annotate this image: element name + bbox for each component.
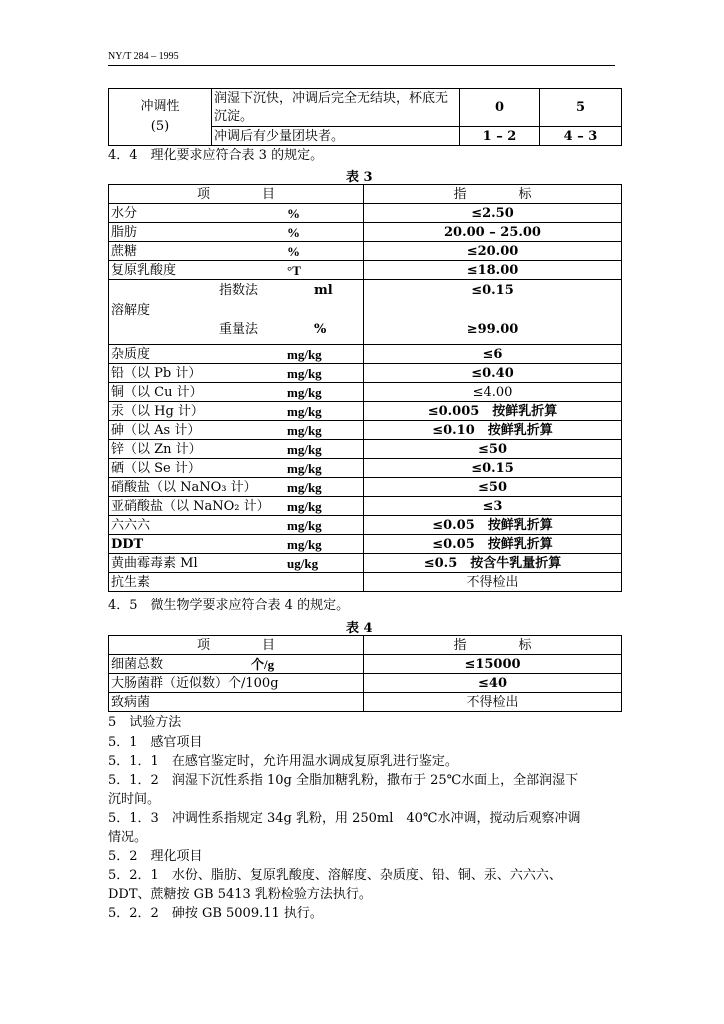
t3-item: DDT (111, 536, 144, 552)
t4-item: 大肠菌群（近似数）个/100g (109, 674, 364, 693)
table4 (108, 635, 622, 712)
t3-item: 铅（以 Pb 计） (111, 365, 202, 381)
t3-solubility-value2: ≥99.00 (466, 322, 519, 337)
t3-unit: mg/kg (287, 498, 322, 514)
section-5-1-2a: 5．1．2 润湿下沉性系指 10g 全脂加糖乳粉，撒布于 25℃水面上，全部润湿下 (108, 773, 579, 788)
t3-unit: mg/kg (287, 384, 322, 400)
t3-item: 杂质度 (111, 346, 151, 362)
t3-unit: mg/kg (287, 460, 322, 476)
t3-unit: mg/kg (287, 441, 322, 457)
t3-unit: mg/kg (287, 517, 322, 533)
t4-value: ≤15000 (364, 655, 622, 674)
t3-unit: mg/kg (287, 346, 322, 362)
section-5-2-1a: 5．2．1 水份、脂肪、复原乳酸度、溶解度、杂质度、铅、铜、汞、六六六、 (108, 868, 562, 883)
t3-item: 脂肪 (111, 224, 138, 240)
section-5-1-2b: 沉时间。 (108, 792, 161, 807)
table3 (108, 184, 622, 592)
t4-item: 致病菌 (109, 693, 364, 712)
t3-solubility-cell (109, 280, 364, 345)
t4-unit: 个/g (251, 656, 275, 672)
t3-unit: mg/kg (287, 403, 322, 419)
t3-solubility-method1: 指数法 (219, 283, 259, 298)
table3-header-item: 项 目 (109, 185, 364, 204)
section-4-5: 4．5 微生物学要求应符合表 4 的规定。 (108, 598, 350, 613)
top-item-label: 冲调性 (140, 99, 180, 114)
t3-item: 锌（以 Zn 计） (111, 441, 202, 457)
t3-unit: °T (287, 262, 301, 278)
t3-item: 黄曲霉毒素 Ml (111, 555, 198, 571)
top-item-score: (5) (150, 119, 170, 134)
top-item-cell (109, 89, 212, 146)
t3-unit: % (287, 224, 300, 240)
section-5-1-1: 5．1．1 在感官鉴定时，允许用温水调成复原乳进行鉴定。 (108, 754, 458, 769)
section-4-4: 4．4 理化要求应符合表 3 的规定。 (108, 148, 324, 163)
t3-unit: mg/kg (287, 479, 322, 495)
t3-item: 六六六 (111, 517, 151, 533)
t3-value: ≤0.05 按鲜乳折算 (364, 516, 622, 535)
t3-value: ≤20.00 (364, 242, 622, 261)
t3-value: ≤50 (364, 478, 622, 497)
t3-solubility-values (364, 280, 622, 345)
t3-solubility-method2: 重量法 (219, 322, 259, 337)
section-5-2-2: 5．2．2 砷按 GB 5009.11 执行。 (108, 906, 323, 921)
t3-value: ≤18.00 (364, 261, 622, 280)
t3-item: 蔗糖 (111, 243, 138, 259)
t3-value: ≤0.005 按鲜乳折算 (364, 402, 622, 421)
t3-solubility-label: 溶解度 (111, 303, 151, 318)
t3-item: 铜（以 Cu 计） (111, 384, 203, 400)
t3-item: 抗生素 (111, 574, 151, 590)
t3-value: ≤50 (364, 440, 622, 459)
header-rule (108, 65, 615, 66)
t3-value: ≤0.10 按鲜乳折算 (364, 421, 622, 440)
t3-item: 硝酸盐（以 NaNO₃ 计） (111, 479, 257, 495)
section-5-1-3b: 情况。 (108, 830, 148, 845)
top-col2-1: 5 (540, 89, 622, 127)
section-5: 5 试验方法 (108, 715, 182, 730)
t3-item: 汞（以 Hg 计） (111, 403, 204, 419)
t4-item: 细菌总数 (111, 656, 164, 672)
t3-item: 复原乳酸度 (111, 262, 177, 278)
t3-value: ≤0.5 按含牛乳量折算 (364, 554, 622, 573)
t3-item: 亚硝酸盐（以 NaNO₂ 计） (111, 498, 270, 514)
t3-unit: mg/kg (287, 422, 322, 438)
t3-value: 20.00 – 25.00 (364, 223, 622, 242)
t3-value: ≤0.40 (364, 364, 622, 383)
t3-unit: % (287, 205, 300, 221)
top-table (108, 88, 622, 146)
t3-value: ≤6 (364, 345, 622, 364)
t3-solubility-value1: ≤0.15 (471, 283, 514, 298)
document-code: NY/T 284 – 1995 (108, 51, 179, 62)
table3-caption: 表 3 (346, 170, 373, 185)
t4-value: 不得检出 (364, 693, 622, 712)
t3-solubility-unit2: % (314, 322, 327, 337)
section-5-2-1b: DDT、蔗糖按 GB 5413 乳粉检验方法执行。 (108, 887, 372, 902)
t3-value: ≤0.05 按鲜乳折算 (364, 535, 622, 554)
top-col1-2: 1 – 2 (460, 127, 540, 146)
t3-unit: mg/kg (287, 536, 322, 552)
top-desc-2: 冲调后有少量团块者。 (212, 127, 460, 146)
t3-value: ≤3 (364, 497, 622, 516)
t3-value: 不得检出 (364, 573, 622, 592)
t3-value: ≤2.50 (364, 204, 622, 223)
top-col2-2: 4 – 3 (540, 127, 622, 146)
table4-header-item: 项 目 (109, 636, 364, 655)
section-5-1-3a: 5．1．3 冲调性系指规定 34g 乳粉，用 250ml 40℃水冲调，搅动后观察冲调 (108, 811, 581, 826)
t3-item: 硒（以 Se 计） (111, 460, 201, 476)
table4-header-index: 指 标 (364, 636, 622, 655)
top-col1-1: 0 (460, 89, 540, 127)
t3-unit: % (287, 243, 300, 259)
t3-item: 水分 (111, 205, 138, 221)
table4-caption: 表 4 (346, 621, 373, 636)
t3-unit: ug/kg (287, 555, 319, 571)
t3-value: ≤4.00 (364, 383, 622, 402)
t3-value: ≤0.15 (364, 459, 622, 478)
table3-header-index: 指 标 (364, 185, 622, 204)
t3-solubility-unit1: ml (314, 283, 333, 298)
t3-unit: mg/kg (287, 365, 322, 381)
t3-item: 砷（以 As 计） (111, 422, 201, 438)
section-5-1: 5．1 感官项目 (108, 735, 203, 750)
top-desc-1: 润湿下沉快，冲调后完全无结块，杯底无沉淀。 (212, 89, 460, 127)
section-5-2: 5．2 理化项目 (108, 849, 203, 864)
t4-value: ≤40 (364, 674, 622, 693)
